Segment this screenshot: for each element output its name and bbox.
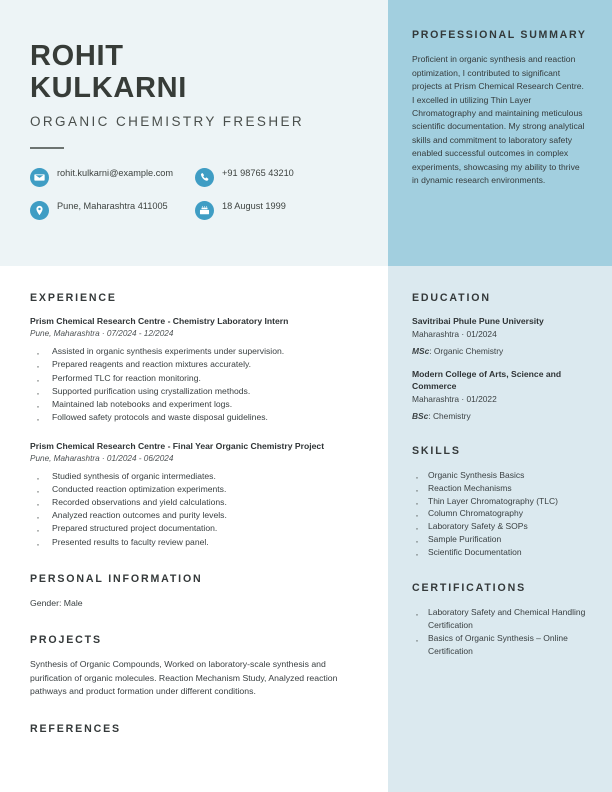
experience-bullet-list (30, 470, 358, 548)
list-item: · Scientific Documentation (412, 546, 588, 559)
education-school: Savitribai Phule Pune University (412, 316, 544, 326)
experience-entry (30, 441, 358, 549)
professional-summary-title: PROFESSIONAL SUMMARY (412, 29, 587, 41)
skills-section (412, 445, 588, 558)
education-degree-field: : Chemistry (428, 411, 471, 422)
education-section (412, 292, 588, 421)
skills-title: SKILLS (412, 445, 461, 458)
education-entry (412, 316, 588, 356)
experience-heading: Prism Chemical Research Centre - Final Year Organic Chemistry Project (30, 440, 325, 451)
projects-title: PROJECTS (30, 634, 102, 647)
last-name: KULKARNI (30, 72, 188, 105)
envelope-icon (30, 168, 49, 187)
experience-heading: Prism Chemical Research Centre - Chemistry Laboratory Intern (30, 316, 289, 326)
divider (30, 147, 64, 149)
list-item: · Reaction Mechanisms (412, 482, 588, 495)
education-degree-abbr: MSc (412, 346, 430, 357)
list-item: · Analyzed reaction outcomes and purity levels. (30, 509, 358, 522)
sidebar-column (388, 266, 612, 657)
education-title: EDUCATION (412, 292, 491, 304)
certifications-list (412, 606, 588, 657)
skills-list (412, 469, 588, 558)
personal-information-section (30, 573, 358, 610)
certifications-title: CERTIFICATIONS (412, 582, 526, 595)
list-item: · Supported purification using crystallization methods. (30, 385, 358, 398)
education-meta: Maharashtra · 01/2024 (412, 329, 497, 340)
education-entry (412, 369, 588, 421)
education-degree-abbr: BSc (412, 411, 429, 422)
list-item: · Maintained lab notebooks and experiment logs. (30, 398, 358, 411)
list-item: · Sample Purification (412, 533, 588, 546)
experience-bullet-list (30, 345, 358, 423)
contact-item-email[interactable] (30, 167, 195, 187)
list-item: · Laboratory Safety & SOPs (412, 520, 588, 533)
job-title: ORGANIC CHEMISTRY FRESHER (30, 113, 305, 129)
list-item: · Laboratory Safety and Chemical Handling Certification (412, 606, 588, 632)
list-item: · Followed safety protocols and waste disposal guidelines. (30, 411, 358, 424)
phone-icon (195, 168, 214, 187)
list-item: · Studied synthesis of organic intermediates. (30, 470, 358, 483)
list-item: · Basics of Organic Synthesis – Online Certification (412, 632, 588, 658)
list-item: · Column Chromatography (412, 507, 588, 520)
header-identity-block (0, 0, 388, 266)
list-item: · Assisted in organic synthesis experiments under supervision. (30, 345, 358, 358)
references-title: REFERENCES (30, 722, 121, 735)
contact-value-date-of-birth: 18 August 1999 (222, 200, 286, 211)
main-column (0, 266, 388, 747)
education-degree-field: : Organic Chemistry (429, 346, 504, 357)
list-item: · Thin Layer Chromatography (TLC) (412, 495, 588, 508)
experience-entry (30, 316, 358, 424)
certifications-section (412, 582, 588, 657)
personal-information-body: Gender: Male (30, 597, 83, 608)
list-item: · Prepared reagents and reaction mixtures accurately. (30, 358, 358, 371)
first-name: ROHIT (30, 40, 124, 72)
experience-meta: Pune, Maharashtra · 07/2024 - 12/2024 (30, 329, 174, 339)
list-item: · Presented results to faculty review panel. (30, 536, 358, 549)
location-pin-icon (30, 201, 49, 220)
projects-body: Synthesis of Organic Compounds, Worked on laboratory-scale synthesis and purification of organic molecules. Reaction Mechanism Study, Analyzed reaction pathways and product formation under different conditions. (30, 659, 338, 697)
list-item: · Conducted reaction optimization experiments. (30, 483, 358, 496)
list-item: · Recorded observations and yield calculations. (30, 496, 358, 509)
experience-title: EXPERIENCE (30, 292, 117, 304)
education-meta: Maharashtra · 01/2022 (412, 394, 497, 405)
experience-meta: Pune, Maharashtra · 01/2024 - 06/2024 (30, 454, 174, 464)
contact-item-location[interactable] (30, 200, 195, 220)
education-degree (412, 411, 588, 421)
contact-item-phone[interactable] (195, 167, 345, 187)
education-degree (412, 346, 588, 356)
list-item: · Performed TLC for reaction monitoring. (30, 372, 358, 385)
experience-section (30, 292, 358, 549)
list-item: · Organic Synthesis Basics (412, 469, 588, 482)
contact-value-email: rohit.kulkarni@example.com (57, 167, 174, 178)
contact-item-date-of-birth[interactable] (195, 200, 345, 220)
education-school: Modern College of Arts, Science and Commerce (412, 369, 562, 391)
page-title (30, 40, 362, 105)
contact-list (30, 167, 360, 233)
birthday-cake-icon (195, 201, 214, 220)
list-item: · Prepared structured project documentation. (30, 522, 358, 535)
contact-value-location: Pune, Maharashtra 411005 (57, 200, 168, 211)
contact-value-phone: +91 98765 43210 (222, 167, 294, 178)
professional-summary-body: Proficient in organic synthesis and reaction optimization, I contributed to significant projects at Prism Chemical Research Centre. I excelled in utilizing Thin Layer Chromatography and maintaining meticulous scientific documentation. My strong analytical skills and commitment to laboratory safety enabled successful outcomes in complex experiments, showcasing my ability to thrive in dynamic research environments. (412, 54, 585, 185)
projects-section (30, 634, 358, 698)
professional-summary-section (388, 0, 612, 266)
personal-information-title: PERSONAL INFORMATION (30, 572, 203, 585)
references-section (30, 723, 358, 735)
